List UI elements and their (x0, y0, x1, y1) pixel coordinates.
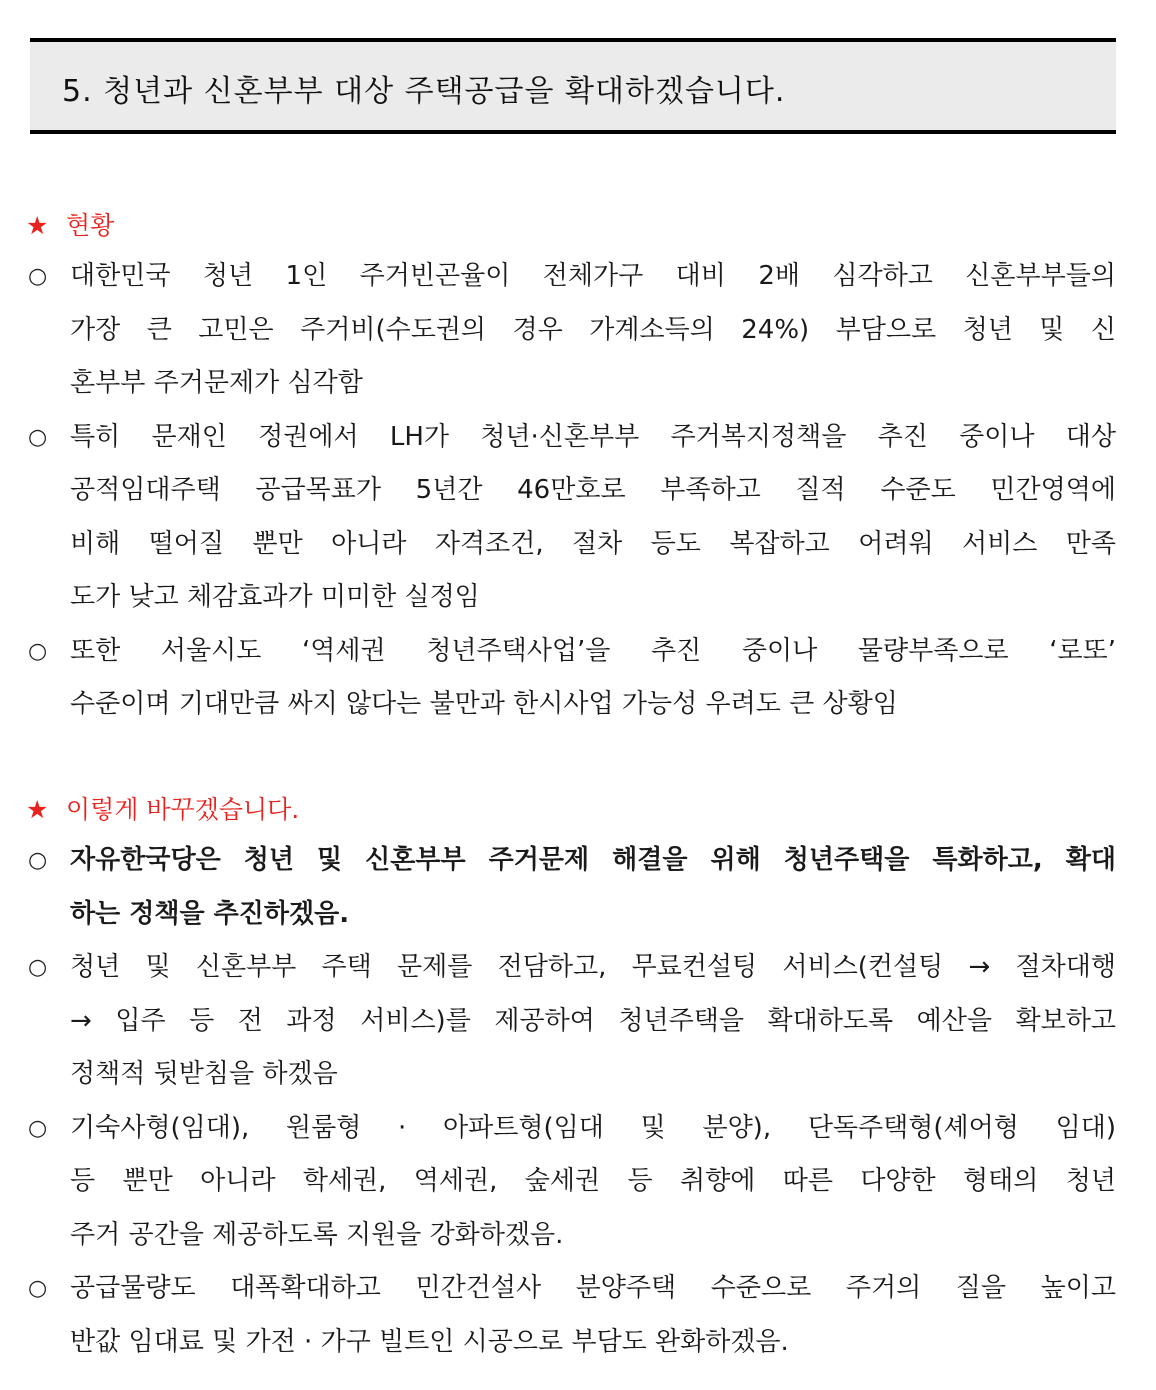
circle-bullet-icon: ○ (28, 1115, 48, 1141)
bullet-line: 주거 공간을 제공하도록 지원을 강화하겠음. (70, 1219, 564, 1250)
circle-bullet-icon: ○ (28, 638, 48, 664)
bullet-item (26, 941, 1116, 1102)
bullet-line: 비해 떨어질 뿐만 아니라 자격조건, 절차 등도 복잡하고 어려워 서비스 만족 (70, 528, 1116, 559)
section-changes (26, 790, 1116, 1369)
section-heading (26, 206, 1116, 246)
bullet-line: 정책적 뒷받침을 하겠음 (70, 1059, 338, 1089)
bullet-line: 수준이며 기대만큼 싸지 않다는 불만과 한시사업 가능성 우려도 큰 상황임 (70, 689, 898, 719)
bullet-line: 등 뿐만 아니라 학세권, 역세권, 숲세권 등 취향에 따른 다양한 형태의 청년 (70, 1166, 1116, 1196)
bullet-line: 기숙사형(임대), 원룸형 · 아파트형(임대 및 분양), 단독주택형(셰어형 임대) (70, 1112, 1116, 1143)
bullet-line: 반값 임대료 및 가전 · 가구 빌트인 시공으로 부담도 완화하겠음. (70, 1326, 789, 1357)
section-current-status (26, 206, 1116, 732)
bullet-line: 자유한국당은 청년 및 신혼부부 주거문제 해결을 위해 청년주택을 특화하고, 확대 (70, 845, 1116, 875)
bullet-line: 도가 낮고 체감효과가 미미한 실정임 (70, 582, 480, 612)
bullet-item (26, 411, 1116, 625)
circle-bullet-icon: ○ (28, 264, 48, 289)
bullet-item (26, 1262, 1116, 1369)
bullet-item (26, 250, 1116, 411)
bullet-item (26, 625, 1116, 732)
star-icon: ★ (26, 211, 49, 240)
bullet-item-bold (26, 834, 1116, 941)
bullet-line: 혼부부 주거문제가 심각함 (70, 368, 363, 398)
circle-bullet-icon: ○ (28, 955, 48, 980)
page-title: 5. 청년과 신혼부부 대상 주택공급을 확대하겠습니다. (62, 74, 786, 109)
bullet-line: 공적임대주택 공급목표가 5년간 46만호로 부족하고 질적 수준도 민간영역에 (70, 475, 1116, 505)
circle-bullet-icon: ○ (28, 1276, 48, 1301)
bullet-line: 특히 문재인 정권에서 LH가 청년·신혼부부 주거복지정책을 추진 중이나 대상 (70, 421, 1116, 452)
star-icon: ★ (26, 795, 49, 824)
bullet-line: → 입주 등 전 과정 서비스)를 제공하여 청년주택을 확대하도록 예산을 확보하고 (70, 1005, 1116, 1036)
bullet-line: 대한민국 청년 1인 주거빈곤율이 전체가구 대비 2배 심각하고 신혼부부들의 (70, 261, 1116, 291)
section-heading-label: 이렇게 바꾸겠습니다. (66, 795, 300, 824)
bullet-line: 가장 큰 고민은 주거비(수도권의 경우 가계소득의 24%) 부담으로 청년 및 신 (70, 314, 1116, 345)
bullet-line: 청년 및 신혼부부 주택 문제를 전담하고, 무료컨설팅 서비스(컨설팅 → 절차대행 (70, 952, 1116, 982)
circle-bullet-icon: ○ (28, 848, 48, 873)
section-heading (26, 790, 1116, 830)
bullet-item (26, 1102, 1116, 1263)
section-heading-label: 현황 (66, 211, 115, 240)
bullet-line: 또한 서울시도 ‘역세권 청년주택사업’을 추진 중이나 물량부족으로 ‘로또’ (70, 635, 1116, 666)
bullet-line: 하는 정책을 추진하겠음. (70, 898, 350, 929)
circle-bullet-icon: ○ (28, 424, 48, 450)
bullet-line: 공급물량도 대폭확대하고 민간건설사 분양주택 수준으로 주거의 질을 높이고 (70, 1273, 1116, 1303)
title-box (30, 38, 1116, 134)
